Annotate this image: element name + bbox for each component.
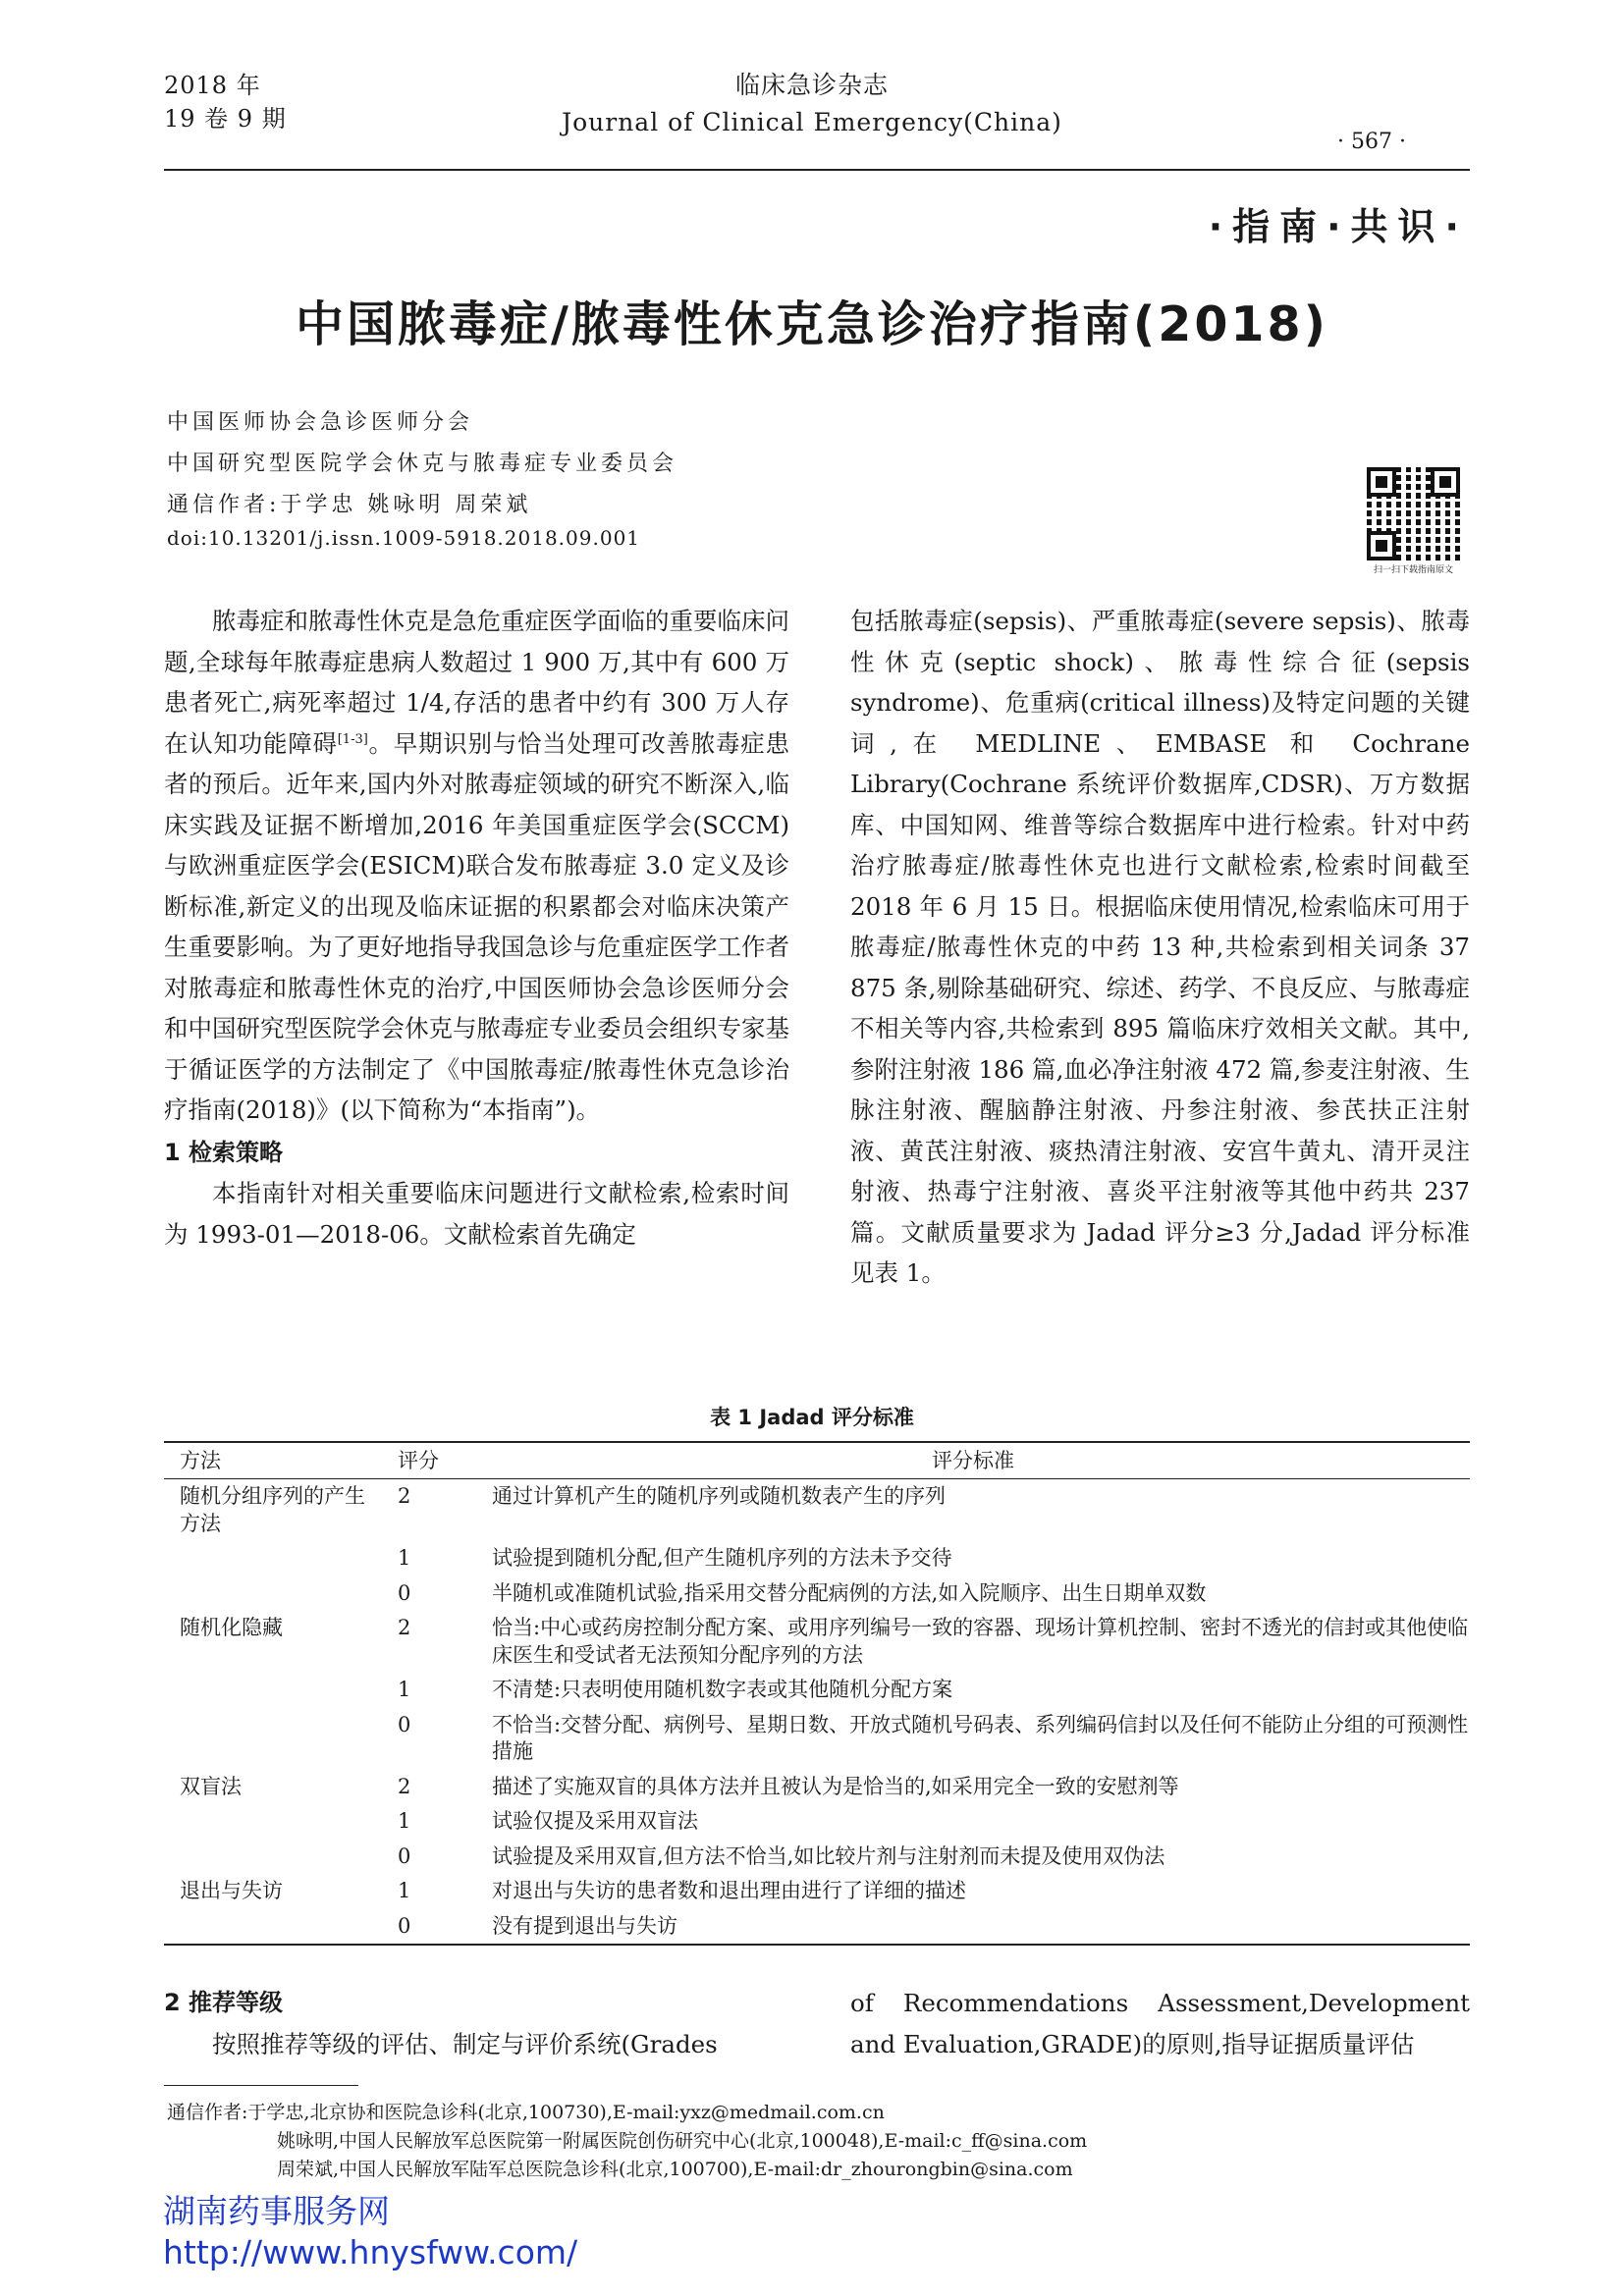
corresponding-authors: 通信作者:于学忠 姚咏明 周荣斌 [167, 493, 532, 517]
table-cell-score: 0 [398, 1712, 411, 1736]
table-cell-criteria: 试验提到随机分配,但产生随机序列的方法未予交待 [492, 1546, 952, 1570]
left-column [164, 601, 789, 1255]
section-2-left [164, 1983, 789, 2064]
article-title: 中国脓毒症/脓毒性休克急诊治疗指南(2018) [295, 296, 1329, 352]
table-cell-method [164, 1804, 376, 1840]
footnote-line-2: 姚咏明,中国人民解放军总医院第一附属医院创伤研究中心(北京,100048),E-mail:c_ff@sina.com [277, 2130, 1088, 2152]
watermark [163, 2191, 577, 2273]
table-cell-criteria: 通过计算机产生的随机序列或随机数表产生的序列 [492, 1484, 946, 1508]
right-column [850, 601, 1470, 1294]
table-cell-method [164, 1708, 376, 1770]
issue-year: 2018 年 [164, 72, 261, 99]
citation[interactable]: [1-3] [337, 731, 368, 747]
table-row [164, 1840, 1470, 1875]
section-2-heading: 2 推荐等级 [164, 1989, 284, 2016]
qr-caption: 扫一扫下载指南原文 [1373, 565, 1453, 575]
table-cell-score: 0 [398, 1580, 411, 1605]
section-label: ·指南·共识· [1208, 205, 1469, 248]
table-row [164, 1770, 1470, 1805]
header-rule [164, 169, 1470, 171]
table-cell-score: 0 [398, 1843, 411, 1868]
table-cell-method: 双盲法 [180, 1774, 242, 1798]
author-affiliations [167, 402, 677, 526]
issue-volume: 19 卷 9 期 [164, 105, 287, 133]
table-row [164, 1611, 1470, 1673]
jadad-table [164, 1441, 1470, 1946]
table-cell-score: 2 [398, 1774, 411, 1798]
section-1-heading: 1 检索策略 [164, 1138, 284, 1166]
table-cell-score: 0 [376, 1909, 476, 1946]
table-cell-method: 随机分组序列的产生方法 [180, 1484, 365, 1535]
table-row [164, 1708, 1470, 1770]
table-cell-criteria: 试验仅提及采用双盲法 [492, 1809, 698, 1833]
table-cell-method: 随机化隐藏 [180, 1616, 283, 1639]
footnote-line-3: 周荣斌,中国人民解放军陆军总医院急诊科(北京,100700),E-mail:dr_zhourongbin@sina.com [277, 2159, 1073, 2180]
table-cell-criteria: 描述了实施双盲的具体方法并且被认为是恰当的,如采用完全一致的安慰剂等 [492, 1774, 1179, 1798]
search-paragraph: 包括脓毒症(sepsis)、严重脓毒症(severe sepsis)、脓毒性休克(septic shock)、脓毒性综合征(sepsis syndrome)、危重病(critical illness)及特定问题的关键词,在 MEDLINE、EMBASE 和 Cochrane Library(Cochrane 系统评价数据库,CDSR)、万方数据库、中国知网、维普等综合数据库中进行检索。针对中药治疗脓毒症/脓毒性休克也进行文献检索,检索时间截至 2018 年 6 月 15 日。根据临床使用情况,检索临床可用于脓毒症/脓毒性休克的中药 13 种,共检索到相关词条 37 875 条,剔除基础研究、综述、药学、不良反应、与脓毒症不相关等内容,共检索到 895 篇临床疗效相关文献。其中,参附注射液 186 篇,血必净注射液 472 篇,参麦注射液、生脉注射液、醒脑静注射液、丹参注射液、参芪扶正注射液、黄芪注射液、痰热清注射液、安宫牛黄丸、清开灵注射液、热毒宁注射液、喜炎平注射液等其他中药共 237 篇。文献质量要求为 Jadad 评分≥3 分,Jadad 评分标准见表 1。 [850, 607, 1470, 1287]
table-cell-method [164, 1673, 376, 1708]
qr-code-icon [1367, 467, 1460, 561]
table-cell-method [164, 1840, 376, 1875]
watermark-name: 湖南药事服务网 [163, 2192, 390, 2230]
journal-name-en: Journal of Clinical Emergency(China) [562, 108, 1062, 136]
watermark-url[interactable]: http://www.hnysfww.com/ [163, 2233, 578, 2271]
table-cell-score: 1 [398, 1678, 411, 1701]
table-cell-method [164, 1576, 376, 1612]
table-row [164, 1541, 1470, 1576]
footnote-line-1: 通信作者:于学忠,北京协和医院急诊科(北京,100730),E-mail:yxz@medmail.com.cn [167, 2102, 885, 2123]
section-2-paragraph-cont: of Recommendations Assessment,Development and Evaluation,GRADE)的原则,指导证据质量评估 [850, 1989, 1470, 2058]
doi: doi:10.13201/j.issn.1009-5918.2018.09.001 [167, 526, 641, 550]
table-cell-criteria: 试验提及采用双盲,但方法不恰当,如比较片剂与注射剂而未提及使用双伪法 [492, 1843, 1165, 1868]
qr-code[interactable] [1367, 467, 1460, 575]
intro-text-2: 。早期识别与恰当处理可改善脓毒症患者的预后。近年来,国内外对脓毒症领域的研究不断深入,临床实践及证据不断增加,2016 年美国重症医学会(SCCM)与欧洲重症医学会(ESICM)联合发布脓毒症 3.0 定义及诊断标准,新定义的出现及临床证据的积累都会对临床决策产生重要影响。为了更好地指导我国急诊与危重症医学工作者对脓毒症和脓毒性休克的治疗,中国医师协会急诊医师分会和中国研究型医院学会休克与脓毒症专业委员会组织专家基于循证医学的方法制定了《中国脓毒症/脓毒性休克急诊治疗指南(2018)》(以下简称为“本指南”)。 [164, 728, 790, 1124]
journal-name-cn: 临床急诊杂志 [734, 71, 889, 99]
table-row [164, 1479, 1470, 1542]
table-cell-criteria: 半随机或准随机试验,指采用交替分配病例的方法,如入院顺序、出生日期单双数 [492, 1580, 1207, 1605]
table-row [164, 1576, 1470, 1612]
header-method: 方法 [164, 1442, 376, 1479]
table-title: 表 1 Jadad 评分标准 [710, 1406, 914, 1429]
footnotes [167, 2099, 1087, 2184]
section-1-paragraph: 本指南针对相关重要临床问题进行文献检索,检索时间为 1993-01—2018-06。文献检索首先确定 [164, 1179, 789, 1249]
table-row [164, 1673, 1470, 1708]
table-row [164, 1909, 1470, 1946]
header-score: 评分 [376, 1442, 476, 1479]
table-cell-score: 1 [398, 1809, 411, 1833]
header-criteria: 评分标准 [476, 1442, 1470, 1479]
table-cell-method [164, 1541, 376, 1576]
footnote-rule [164, 2085, 358, 2086]
table-cell-method [164, 1909, 376, 1946]
table-cell-score: 1 [398, 1546, 411, 1570]
table-header-row [164, 1442, 1470, 1479]
table-cell-method: 退出与失访 [180, 1879, 283, 1902]
table-cell-criteria: 恰当:中心或药房控制分配方案、或用序列编号一致的容器、现场计算机控制、密封不透光的信封或其他使临床医生和受试者无法预知分配序列的方法 [492, 1616, 1469, 1667]
intro-paragraph [164, 601, 789, 1131]
table-cell-criteria: 对退出与失访的患者数和退出理由进行了详细的描述 [492, 1879, 966, 1902]
page-number: · 567 · [1337, 130, 1406, 154]
table-row [164, 1804, 1470, 1840]
affiliation-2: 中国研究型医院学会休克与脓毒症专业委员会 [167, 452, 678, 476]
intro-text-1: 脓毒症和脓毒性休克是急危重症医学面临的重要临床问题,全球每年脓毒症患病人数超过 1 900 万,其中有 600 万患者死亡,病死率超过 1/4,存活的患者中约有 300 万人存在认知功能障碍 [164, 607, 789, 758]
table-cell-score: 2 [398, 1484, 411, 1508]
affiliation-1: 中国医师协会急诊医师分会 [167, 410, 474, 435]
table-cell-score: 2 [398, 1616, 411, 1639]
section-2-paragraph: 按照推荐等级的评估、制定与评价系统(Grades [212, 2029, 718, 2058]
table-cell-criteria: 没有提到退出与失访 [476, 1909, 1470, 1946]
section-2-right [850, 1983, 1470, 2064]
table-cell-criteria: 不恰当:交替分配、病例号、星期日数、开放式随机号码表、系列编码信封以及任何不能防止分组的可预测性措施 [492, 1712, 1469, 1763]
table-cell-criteria: 不清楚:只表明使用随机数字表或其他随机分配方案 [492, 1678, 953, 1701]
table-row [164, 1874, 1470, 1909]
table-cell-score: 1 [398, 1879, 411, 1902]
